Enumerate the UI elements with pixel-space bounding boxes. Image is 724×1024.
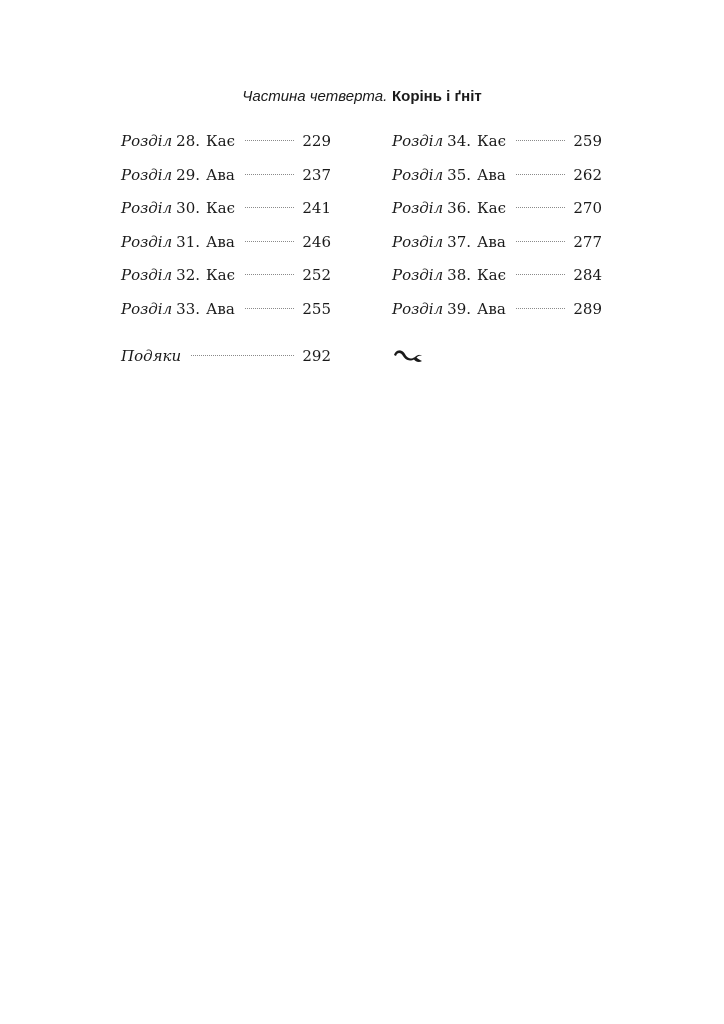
chapter-word: Розділ [121, 266, 173, 285]
toc-entry[interactable] [121, 296, 331, 330]
dot-leader [516, 207, 565, 208]
chapter-narrator: Кає [477, 266, 506, 285]
chapter-number: 34. [447, 132, 472, 150]
chapter-number: 38. [447, 266, 472, 285]
dot-leader [245, 207, 294, 208]
chapter-word: Розділ [121, 165, 173, 184]
chapter-number: 36. [447, 199, 472, 218]
page-number: 277 [573, 232, 602, 251]
toc-entry[interactable] [392, 229, 602, 263]
chapter-narrator: Ава [206, 232, 235, 251]
acknowledgements-label: Подяки [121, 347, 182, 365]
chapter-word: Розділ [392, 232, 444, 251]
toc-entry[interactable] [392, 162, 602, 196]
chapter-number: 37. [447, 232, 472, 251]
chapter-word: Розділ [392, 199, 444, 218]
page-number: 255 [302, 299, 331, 318]
chapter-narrator: Кає [206, 266, 235, 285]
page-number: 262 [573, 165, 602, 184]
page-number: 284 [573, 266, 602, 285]
chapter-narrator: Ава [477, 165, 506, 184]
toc-entry[interactable] [121, 343, 331, 377]
chapter-narrator: Ава [206, 299, 235, 318]
page-number: 229 [302, 132, 331, 150]
part-title-name: Корінь і ґніт [392, 88, 482, 105]
chapter-word: Розділ [121, 299, 173, 318]
dot-leader [245, 241, 295, 242]
chapter-number: 33. [176, 299, 201, 318]
chapter-narrator: Ава [477, 299, 506, 318]
chapter-narrator: Ава [206, 165, 235, 184]
dot-leader [245, 140, 294, 141]
toc-entry[interactable] [392, 296, 602, 330]
toc-entry[interactable] [121, 128, 331, 162]
chapter-number: 28. [176, 132, 201, 150]
dot-leader [245, 308, 295, 309]
toc-right-column [392, 128, 602, 330]
toc-left-column [121, 128, 331, 330]
page-number: 292 [302, 347, 331, 365]
dot-leader [245, 174, 295, 175]
dot-leader [191, 355, 294, 356]
toc-entry[interactable] [121, 162, 331, 196]
part-title-prefix: Частина четверта. [242, 88, 388, 105]
chapter-number: 35. [447, 165, 472, 184]
chapter-number: 30. [176, 199, 201, 218]
chapter-number: 39. [447, 299, 472, 318]
chapter-number: 31. [176, 232, 201, 251]
dot-leader [516, 241, 566, 242]
toc-entry[interactable] [392, 195, 602, 229]
dot-leader [516, 308, 566, 309]
chapter-word: Розділ [121, 132, 173, 150]
acknowledgements-entry[interactable] [121, 343, 331, 377]
page-number: 241 [302, 199, 331, 218]
chapter-narrator: Кає [477, 199, 506, 218]
page-number: 270 [573, 199, 602, 218]
page-number: 259 [573, 132, 602, 150]
chapter-word: Розділ [121, 232, 173, 251]
toc-entry[interactable] [121, 262, 331, 296]
toc-entry[interactable] [121, 195, 331, 229]
chapter-word: Розділ [392, 299, 444, 318]
chapter-word: Розділ [392, 132, 444, 150]
toc-entry[interactable] [121, 229, 331, 263]
chapter-word: Розділ [121, 199, 173, 218]
page-number: 252 [302, 266, 331, 285]
dot-leader [516, 140, 565, 141]
chapter-number: 29. [176, 165, 201, 184]
fleuron-icon [391, 343, 425, 369]
chapter-word: Розділ [392, 266, 444, 285]
chapter-narrator: Кає [206, 132, 235, 150]
chapter-narrator: Кає [477, 132, 506, 150]
toc-entry[interactable] [392, 128, 602, 162]
part-title [0, 86, 724, 107]
chapter-word: Розділ [392, 165, 444, 184]
page-number: 246 [302, 232, 331, 251]
page-number: 237 [302, 165, 331, 184]
chapter-narrator: Кає [206, 199, 235, 218]
dot-leader [245, 274, 294, 275]
dot-leader [516, 274, 565, 275]
chapter-narrator: Ава [477, 232, 506, 251]
page-number: 289 [573, 299, 602, 318]
toc-entry[interactable] [392, 262, 602, 296]
dot-leader [516, 174, 566, 175]
chapter-number: 32. [176, 266, 201, 285]
